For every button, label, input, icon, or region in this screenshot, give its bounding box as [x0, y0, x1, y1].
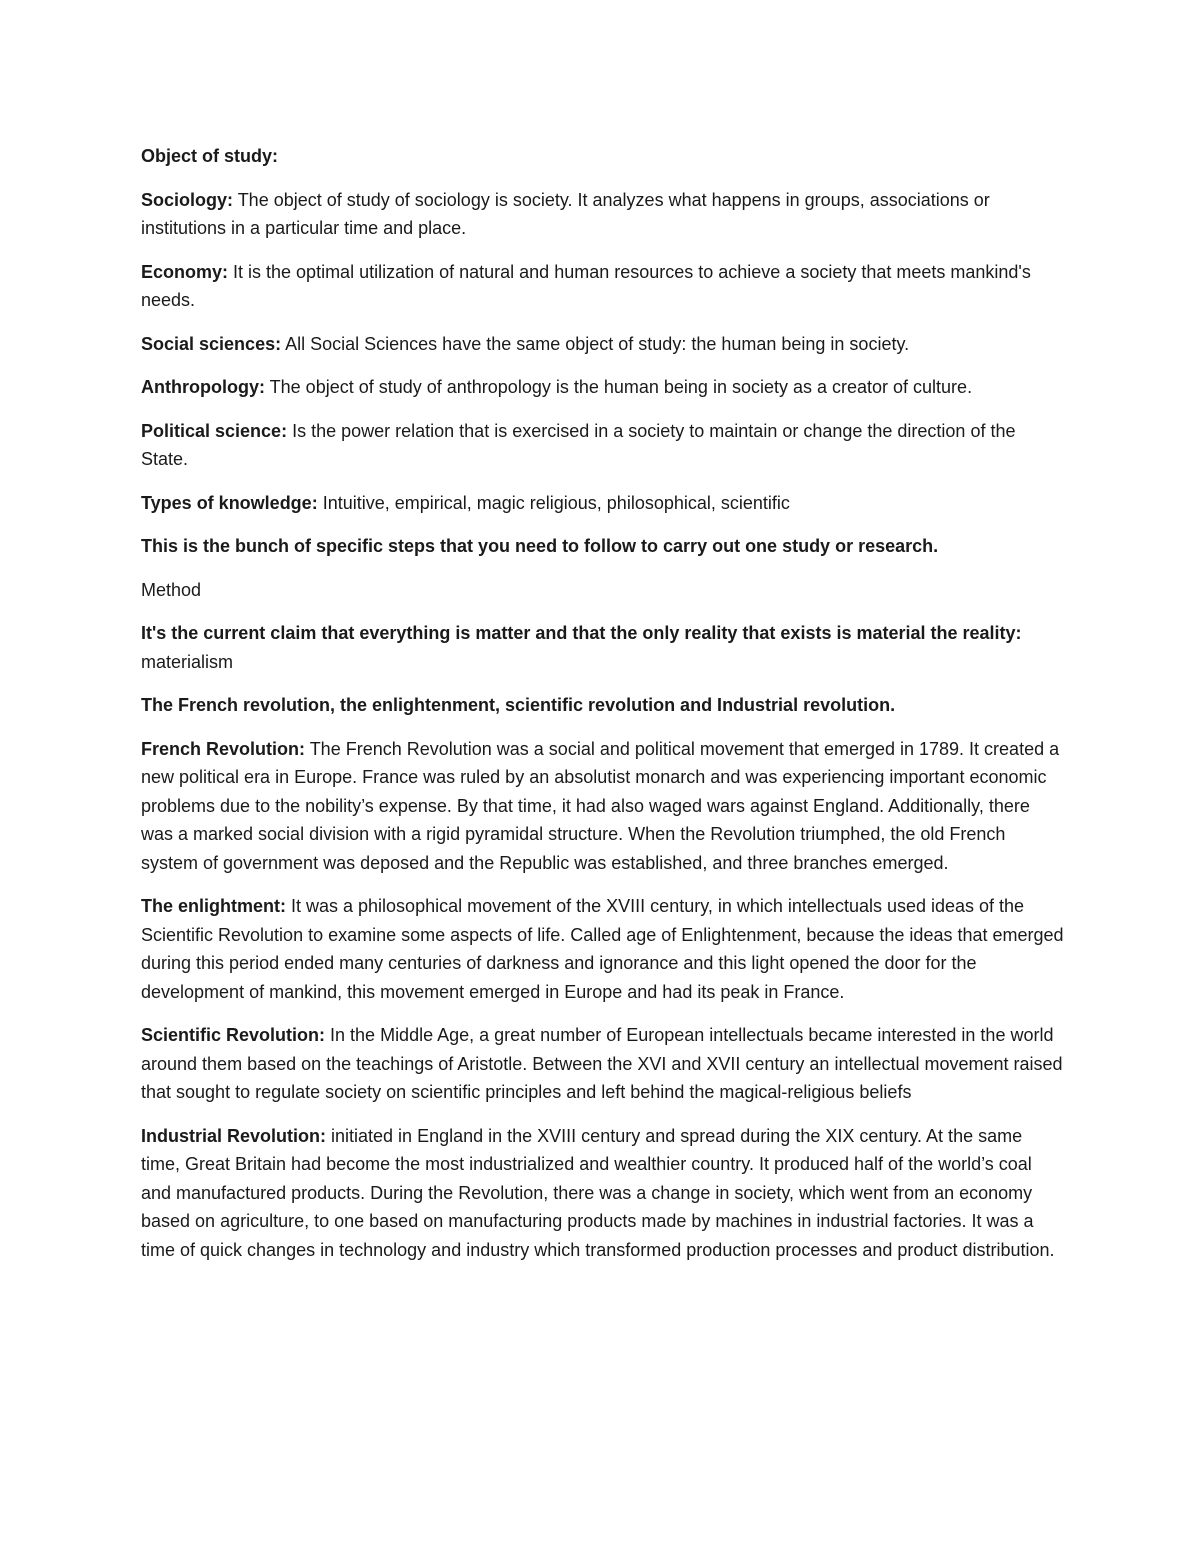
definition-social-sciences [141, 330, 1066, 359]
definition-text: The object of study of sociology is society. It analyzes what happens in groups, associations or institutions in a particular time and place. [141, 189, 990, 238]
definition-term: Economy: [141, 261, 229, 282]
definition-text: All Social Sciences have the same object of study: the human being in society. [281, 333, 910, 354]
revolution-text: The French Revolution was a social and political movement that emerged in 1789. It created a new political era in Europe. France was ruled by an absolutist monarch and was experiencing important economic problems due to the nobility’s expense. By that time, it had also waged wars against England. Additionally, there was a marked social division with a rigid pyramidal structure. When the Revolution triumphed, the old French system of government was deposed and the Republic was established, and three branches emerged. [141, 738, 1060, 873]
object-of-study-heading: Object of study: [141, 146, 279, 166]
definition-anthropology [141, 373, 1066, 402]
revolutions-heading: The French revolution, the enlightenment, scientific revolution and Industrial revolution. [141, 695, 896, 715]
revolution-term: Industrial Revolution: [141, 1125, 327, 1146]
definition-types-of-knowledge [141, 489, 1066, 518]
definition-text: Is the power relation that is exercised in a society to maintain or change the direction of the State. [141, 420, 1016, 469]
definition-text: It is the optimal utilization of natural and human resources to achieve a society that meets mankind's needs. [141, 261, 1031, 310]
revolution-text: It was a philosophical movement of the XVIII century, in which intellectuals used ideas of the Scientific Revolution to examine some aspects of life. Called age of Enlightenment, because the ideas that emerged during this period ended many centuries of darkness and ignorance and this light opened the door for the development of mankind, this movement emerged in Europe and had its peak in France. [141, 896, 1064, 1002]
definition-text: The object of study of anthropology is the human being in society as a creator of culture. [264, 377, 973, 397]
revolution-term: Scientific Revolution: [141, 1025, 326, 1045]
revolution-enlightenment [141, 892, 1066, 1006]
definition-term: Social sciences: [141, 333, 282, 354]
steps-statement: This is the bunch of specific steps that you need to follow to carry out one study or research. [141, 536, 939, 556]
definition-sociology [141, 186, 1066, 243]
definition-term: Types of knowledge: [141, 492, 318, 513]
revolution-industrial [141, 1122, 1066, 1265]
revolution-french [141, 735, 1066, 878]
materialism-text: materialism [141, 651, 234, 672]
materialism-definition [141, 619, 1066, 676]
revolution-term: French Revolution: [141, 738, 306, 759]
document-page [141, 142, 1066, 1279]
definition-term: Political science: [141, 420, 288, 441]
revolution-text: In the Middle Age, a great number of European intellectuals became interested in the world around them based on the teachings of Aristotle. Between the XVI and XVII century an intellectual movement raised that sought to regulate society on scientific principles and left behind the magical-religious beliefs [141, 1025, 1063, 1102]
definition-text: Intuitive, empirical, magic religious, philosophical, scientific [317, 492, 790, 513]
revolution-term: The enlightment: [141, 896, 286, 916]
revolution-text: initiated in England in the XVIII century and spread during the XIX century. At the same time, Great Britain had become the most industrialized and wealthier country. It produced half of the world’s coal and manufactured products. During the Revolution, there was a change in society, which went from an economy based on agriculture, to one based on manufacturing products made by machines in industrial factories. It was a time of quick changes in technology and industry which transformed production processes and product distribution. [141, 1125, 1055, 1260]
definition-political-science [141, 417, 1066, 474]
definition-economy [141, 258, 1066, 315]
method-label: Method [141, 579, 202, 600]
materialism-term: It's the current claim that everything is matter and that the only reality that exists is material the reality: [141, 623, 1022, 643]
definition-term: Anthropology: [141, 377, 265, 397]
revolution-scientific [141, 1021, 1066, 1107]
definition-term: Sociology: [141, 189, 234, 210]
